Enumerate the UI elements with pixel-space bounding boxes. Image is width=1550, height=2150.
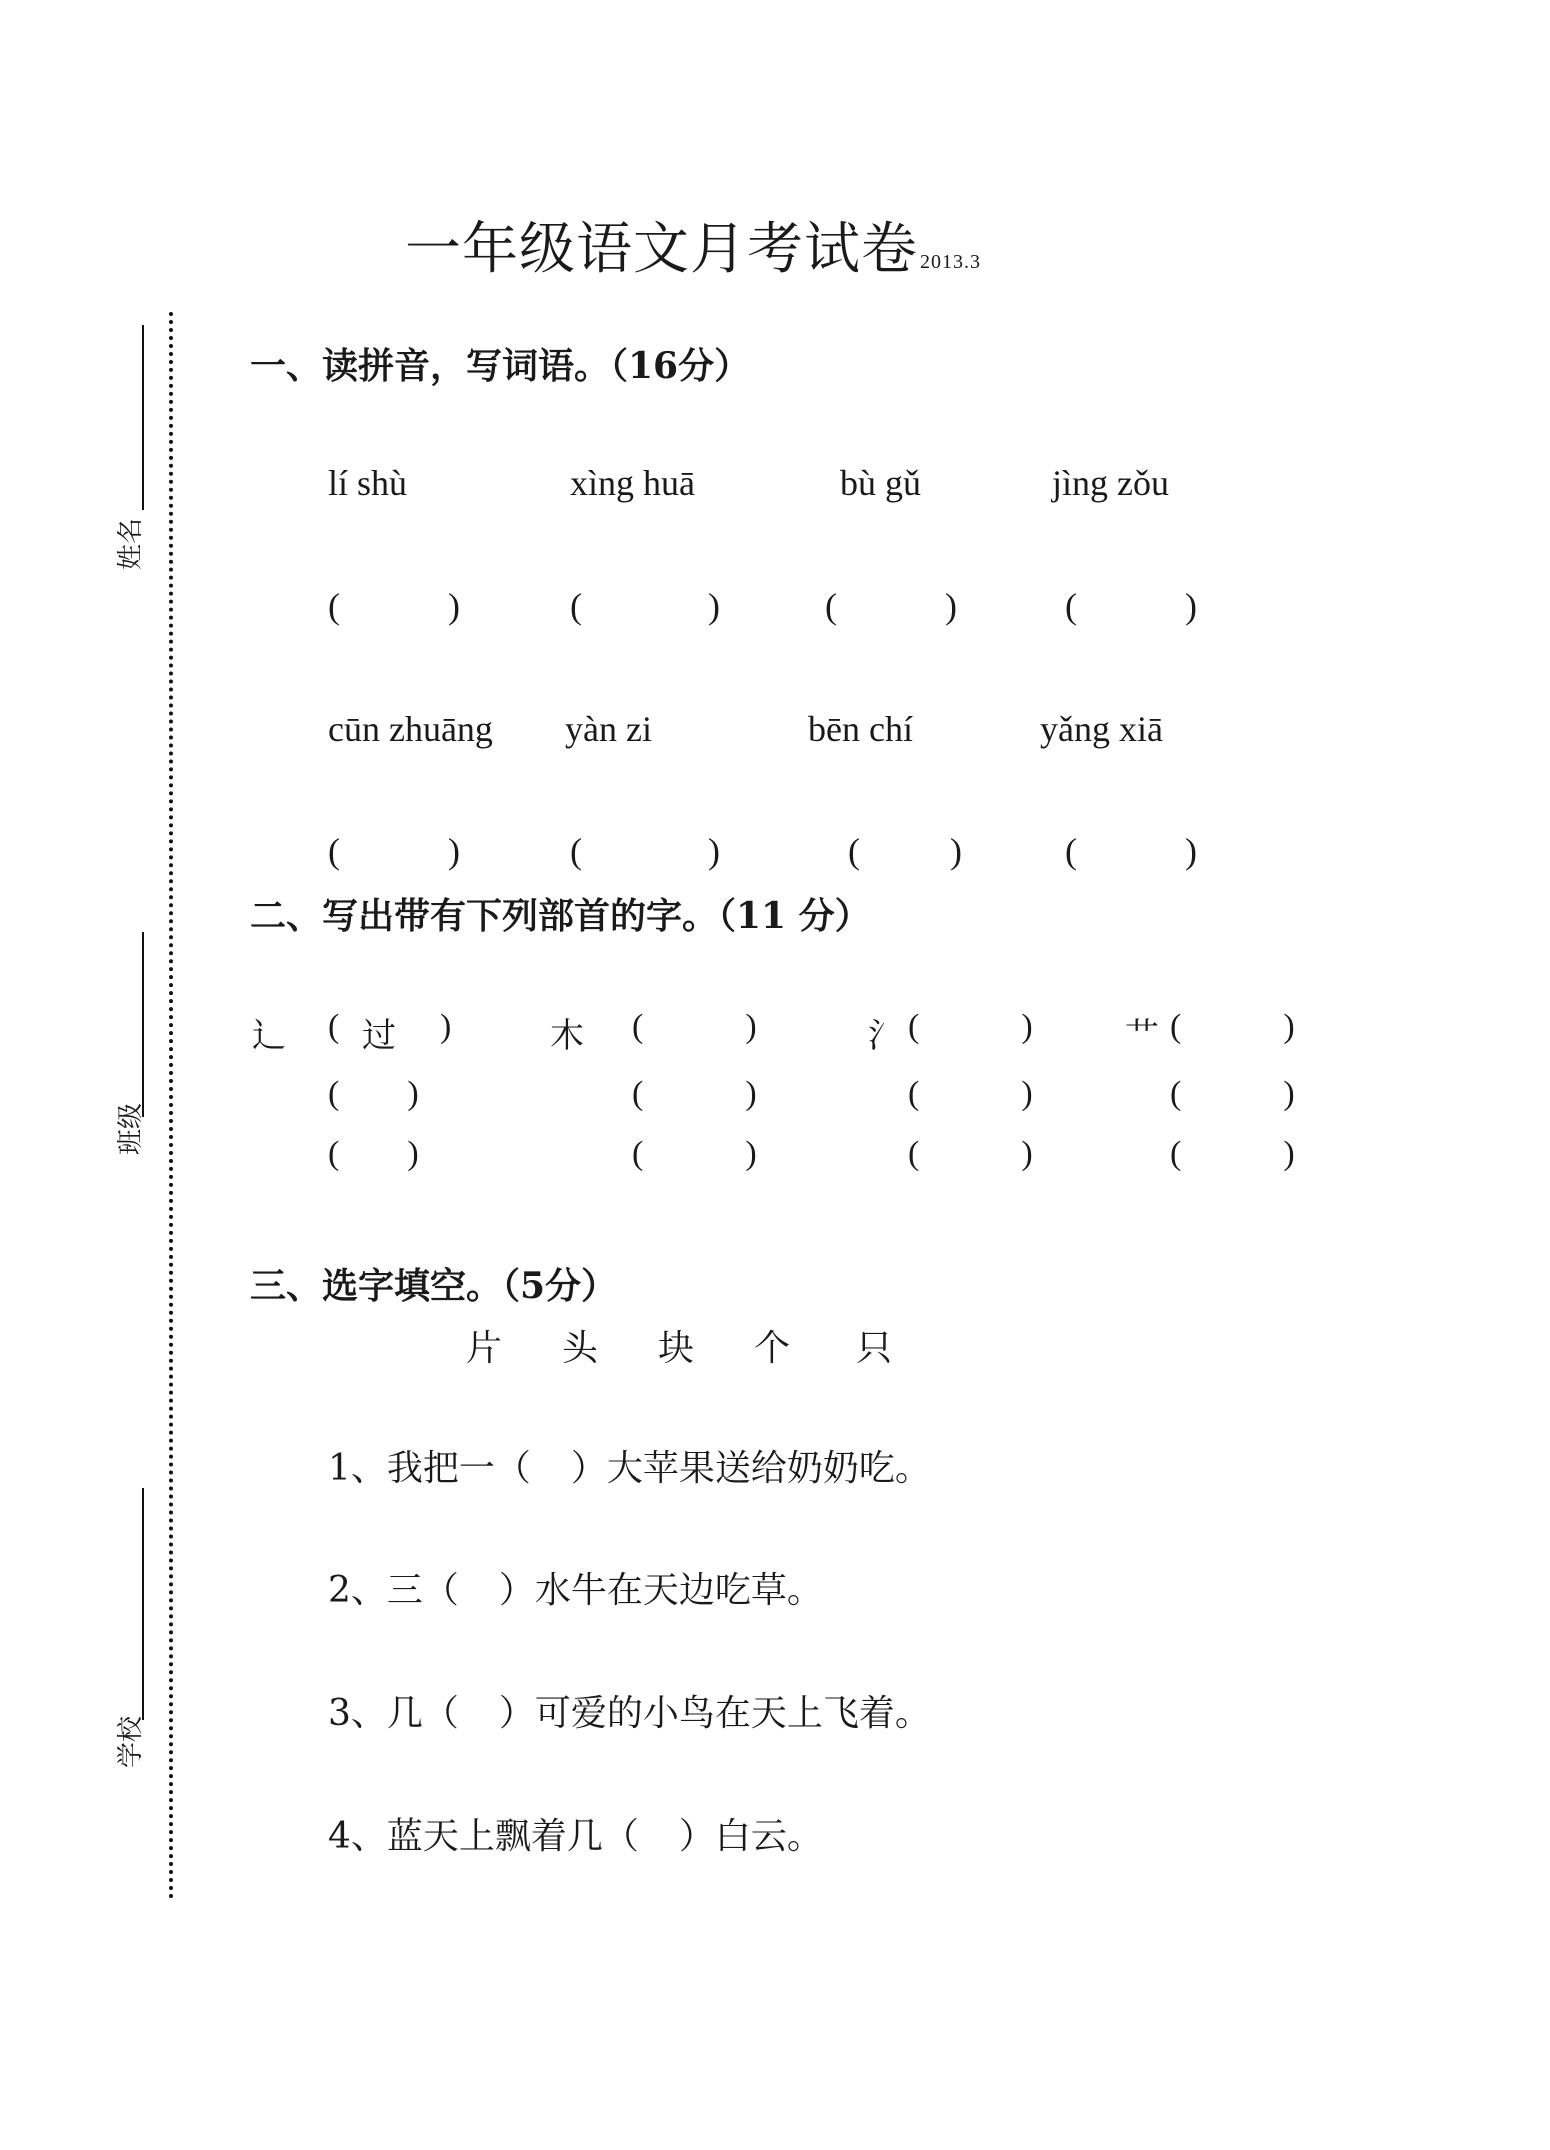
radical-label: 辶 xyxy=(252,1016,286,1056)
pinyin-item: bù gǔ xyxy=(840,463,921,503)
pinyin-item: bēn chí xyxy=(808,709,913,749)
answer-blank: ( ) xyxy=(632,1135,757,1172)
class-label: 班级 xyxy=(116,1102,146,1155)
fill-sentence: 4、蓝天上飘着几（ ）白云。 xyxy=(328,1816,823,1857)
fill-sentence: 1、我把一（ ）大苹果送给奶奶吃。 xyxy=(328,1448,931,1489)
choice-word: 片 xyxy=(466,1328,503,1369)
answer-blank: ( ) xyxy=(570,586,720,626)
answer-blank: ( ) xyxy=(1170,1135,1295,1172)
answer-blank: ( ) xyxy=(908,1135,1033,1172)
pinyin-item: xìng huā xyxy=(570,463,695,503)
fill-sentence: 2、三（ ）水牛在天边吃草。 xyxy=(328,1570,823,1611)
page-title: 一年级语文月考试卷 2013.3 xyxy=(405,217,981,282)
pinyin-item: lí shù xyxy=(328,463,408,503)
choice-word: 头 xyxy=(562,1328,599,1369)
name-underline xyxy=(142,325,144,510)
name-label: 姓名 xyxy=(116,517,146,570)
answer-blank: ( ) xyxy=(328,1135,419,1172)
fill-sentence: 3、几（ ）可爱的小鸟在天上飞着。 xyxy=(328,1693,931,1734)
school-underline xyxy=(142,1488,144,1720)
answer-blank: ( ) xyxy=(632,1008,757,1045)
answer-blank: ( ) xyxy=(1170,1075,1295,1112)
answer-blank: ( ) xyxy=(328,586,460,626)
answer-blank: ( ) xyxy=(328,831,460,871)
section2-heading: 二、写出带有下列部首的字。（11 分） xyxy=(250,895,871,937)
answer-blank: ) xyxy=(440,1008,452,1045)
section3-heading: 三、选字填空。（5分） xyxy=(250,1265,618,1307)
answer-blank: ( ) xyxy=(1170,1008,1295,1045)
class-underline xyxy=(142,932,144,1117)
pinyin-item: jìng zǒu xyxy=(1052,463,1169,503)
pinyin-item: yàn zi xyxy=(565,709,652,749)
answer-blank: ( ) xyxy=(1065,586,1197,626)
pinyin-item: cūn zhuāng xyxy=(328,709,493,749)
answer-blank: ( ) xyxy=(908,1008,1033,1045)
answer-blank: ( ) xyxy=(908,1075,1033,1112)
title-date: 2013.3 xyxy=(920,251,981,273)
answer-blank: ( ) xyxy=(1065,831,1197,871)
answer-blank: ( ) xyxy=(825,586,957,626)
school-label: 学校 xyxy=(116,1715,146,1768)
answer-blank: ( ) xyxy=(632,1075,757,1112)
radical-label: 木 xyxy=(550,1016,584,1056)
pinyin-item: yǎng xiā xyxy=(1040,709,1163,749)
binding-dotted-line xyxy=(169,312,173,1900)
answer-blank: ( ) xyxy=(848,831,962,871)
radical-label: 艹 xyxy=(1125,1016,1159,1056)
section1-heading: 一、读拼音，写词语。（16分） xyxy=(250,345,751,387)
answer-blank: ( ) xyxy=(570,831,720,871)
radical-label: 氵 xyxy=(868,1016,902,1056)
choice-word: 块 xyxy=(658,1328,695,1369)
answer-blank: ( xyxy=(328,1008,340,1045)
example-answer: 过 xyxy=(362,1016,396,1056)
choice-word: 只 xyxy=(856,1328,893,1369)
answer-blank: ( ) xyxy=(328,1075,419,1112)
choice-word: 个 xyxy=(754,1328,791,1369)
